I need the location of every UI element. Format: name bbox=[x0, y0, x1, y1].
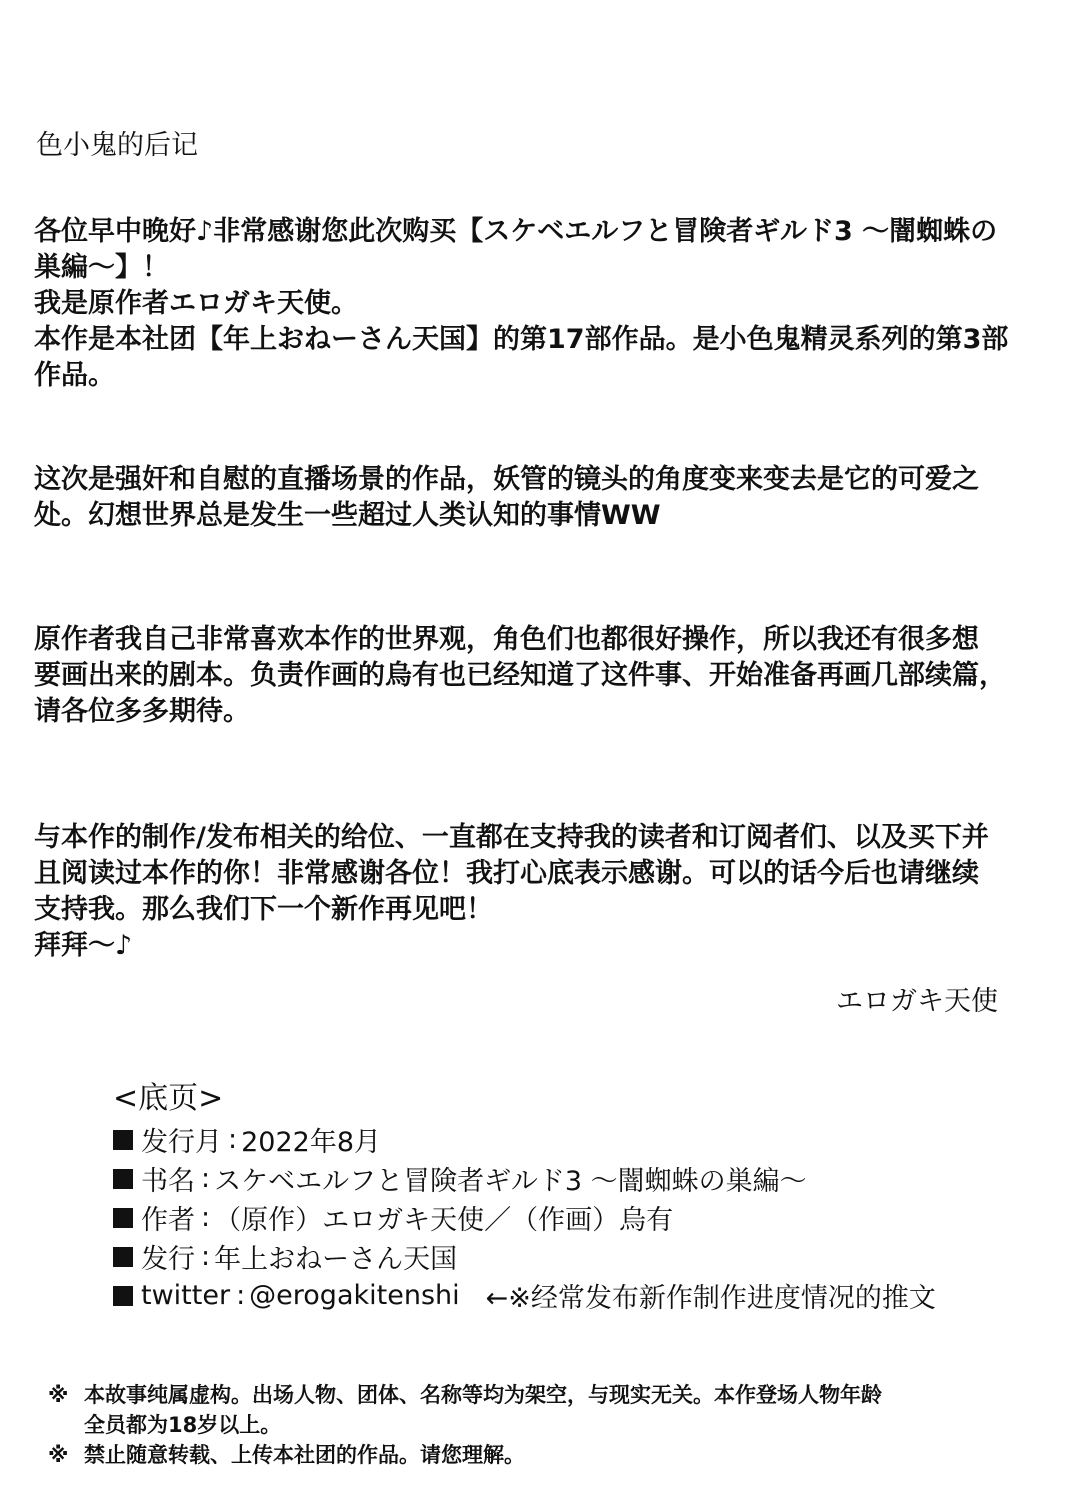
black-square-icon bbox=[113, 1247, 133, 1267]
reference-mark-icon: ※ bbox=[48, 1383, 69, 1407]
row-label: 发行月 bbox=[141, 1127, 222, 1158]
twitter-note: ←※经常发布新作制作进度情况的推文 bbox=[485, 1283, 936, 1314]
row-value: （原作）エロガキ天使／（作画）烏有 bbox=[214, 1205, 674, 1236]
paragraph-line: 原作者我自己非常喜欢本作的世界观，角色们也都很好操作，所以我还有很多想 bbox=[34, 624, 979, 655]
row-separator: : bbox=[201, 1241, 211, 1272]
row-separator: : bbox=[228, 1124, 238, 1155]
paragraph-line: 支持我。那么我们下一个新作再见吧！ bbox=[34, 894, 493, 925]
row-label: 作者 bbox=[141, 1205, 195, 1236]
row-label: 书名 bbox=[141, 1166, 195, 1197]
paragraph-line: 各位早中晚好♪非常感谢您此次购买【スケベエルフと冒険者ギルド3 〜闇蜘蛛の bbox=[34, 216, 998, 247]
disclaimer-notes bbox=[48, 1380, 1038, 1470]
note-line: 禁止随意转载、上传本社团的作品。请您理解。 bbox=[84, 1443, 525, 1467]
paragraph-line: 拜拜〜♪ bbox=[34, 930, 133, 961]
paragraph-greeting bbox=[34, 214, 1039, 394]
black-square-icon bbox=[113, 1286, 133, 1306]
row-separator: : bbox=[201, 1202, 211, 1233]
twitter-handle: @erogakitenshi bbox=[249, 1280, 460, 1311]
row-label: twitter bbox=[141, 1280, 231, 1311]
paragraph-line: 本作是本社团【年上おねーさん天国】的第17部作品。是小色鬼精灵系列的第3部 bbox=[34, 324, 1009, 355]
paragraph-line: 这次是强奸和自慰的直播场景的作品，妖管的镜头的角度变来变去是它的可爱之 bbox=[34, 464, 979, 495]
colophon bbox=[113, 1078, 1013, 1315]
row-separator: : bbox=[236, 1280, 246, 1311]
paragraph-line: 且阅读过本作的你！非常感谢各位！我打心底表示感谢。可以的话今后也请继续 bbox=[34, 858, 979, 889]
paragraph-line: 处。幻想世界总是发生一些超过人类认知的事情WW bbox=[34, 500, 661, 531]
colophon-row-publisher bbox=[113, 1237, 1013, 1276]
black-square-icon bbox=[113, 1169, 133, 1189]
black-square-icon bbox=[113, 1208, 133, 1228]
paragraph-scene bbox=[34, 462, 1039, 534]
row-value: スケベエルフと冒険者ギルド3 〜闇蜘蛛の巣編〜 bbox=[214, 1166, 807, 1197]
paragraph-line: 作品。 bbox=[34, 360, 115, 391]
paragraph-line: 巣編〜】！ bbox=[34, 252, 169, 283]
paragraph-line: 请各位多多期待。 bbox=[34, 696, 250, 727]
note-item bbox=[48, 1440, 1038, 1470]
reference-mark-icon: ※ bbox=[48, 1443, 69, 1467]
paragraph-line: 与本作的制作/发布相关的给位、一直都在支持我的读者和订阅者们、以及买下并 bbox=[34, 822, 989, 853]
paragraph-line: 要画出来的剧本。负责作画的烏有也已经知道了这件事、开始准备再画几部续篇， bbox=[34, 660, 1006, 691]
row-label: 发行 bbox=[141, 1244, 195, 1275]
colophon-row-author bbox=[113, 1198, 1013, 1237]
colophon-row-release-month bbox=[113, 1120, 1013, 1159]
note-item bbox=[48, 1380, 1038, 1440]
colophon-row-twitter bbox=[113, 1276, 1013, 1315]
page-title: 色小鬼的后记 bbox=[36, 130, 198, 161]
black-square-icon bbox=[113, 1130, 133, 1150]
row-value: 2022年8月 bbox=[241, 1127, 382, 1158]
author-signature: エロガキ天使 bbox=[836, 986, 998, 1017]
paragraph-world bbox=[34, 622, 1039, 730]
note-text bbox=[84, 1440, 525, 1470]
row-separator: : bbox=[201, 1163, 211, 1194]
note-line: 本故事纯属虚构。出场人物、团体、名称等均为架空，与现实无关。本作登场人物年龄 bbox=[84, 1383, 882, 1407]
row-value: 年上おねーさん天国 bbox=[214, 1244, 458, 1275]
colophon-heading: <底页> bbox=[113, 1081, 224, 1116]
note-text bbox=[84, 1380, 882, 1440]
paragraph-line: 我是原作者エロガキ天使。 bbox=[34, 288, 358, 319]
colophon-row-book-title bbox=[113, 1159, 1013, 1198]
note-line: 全员都为18岁以上。 bbox=[84, 1413, 282, 1437]
paragraph-thanks bbox=[34, 820, 1039, 964]
